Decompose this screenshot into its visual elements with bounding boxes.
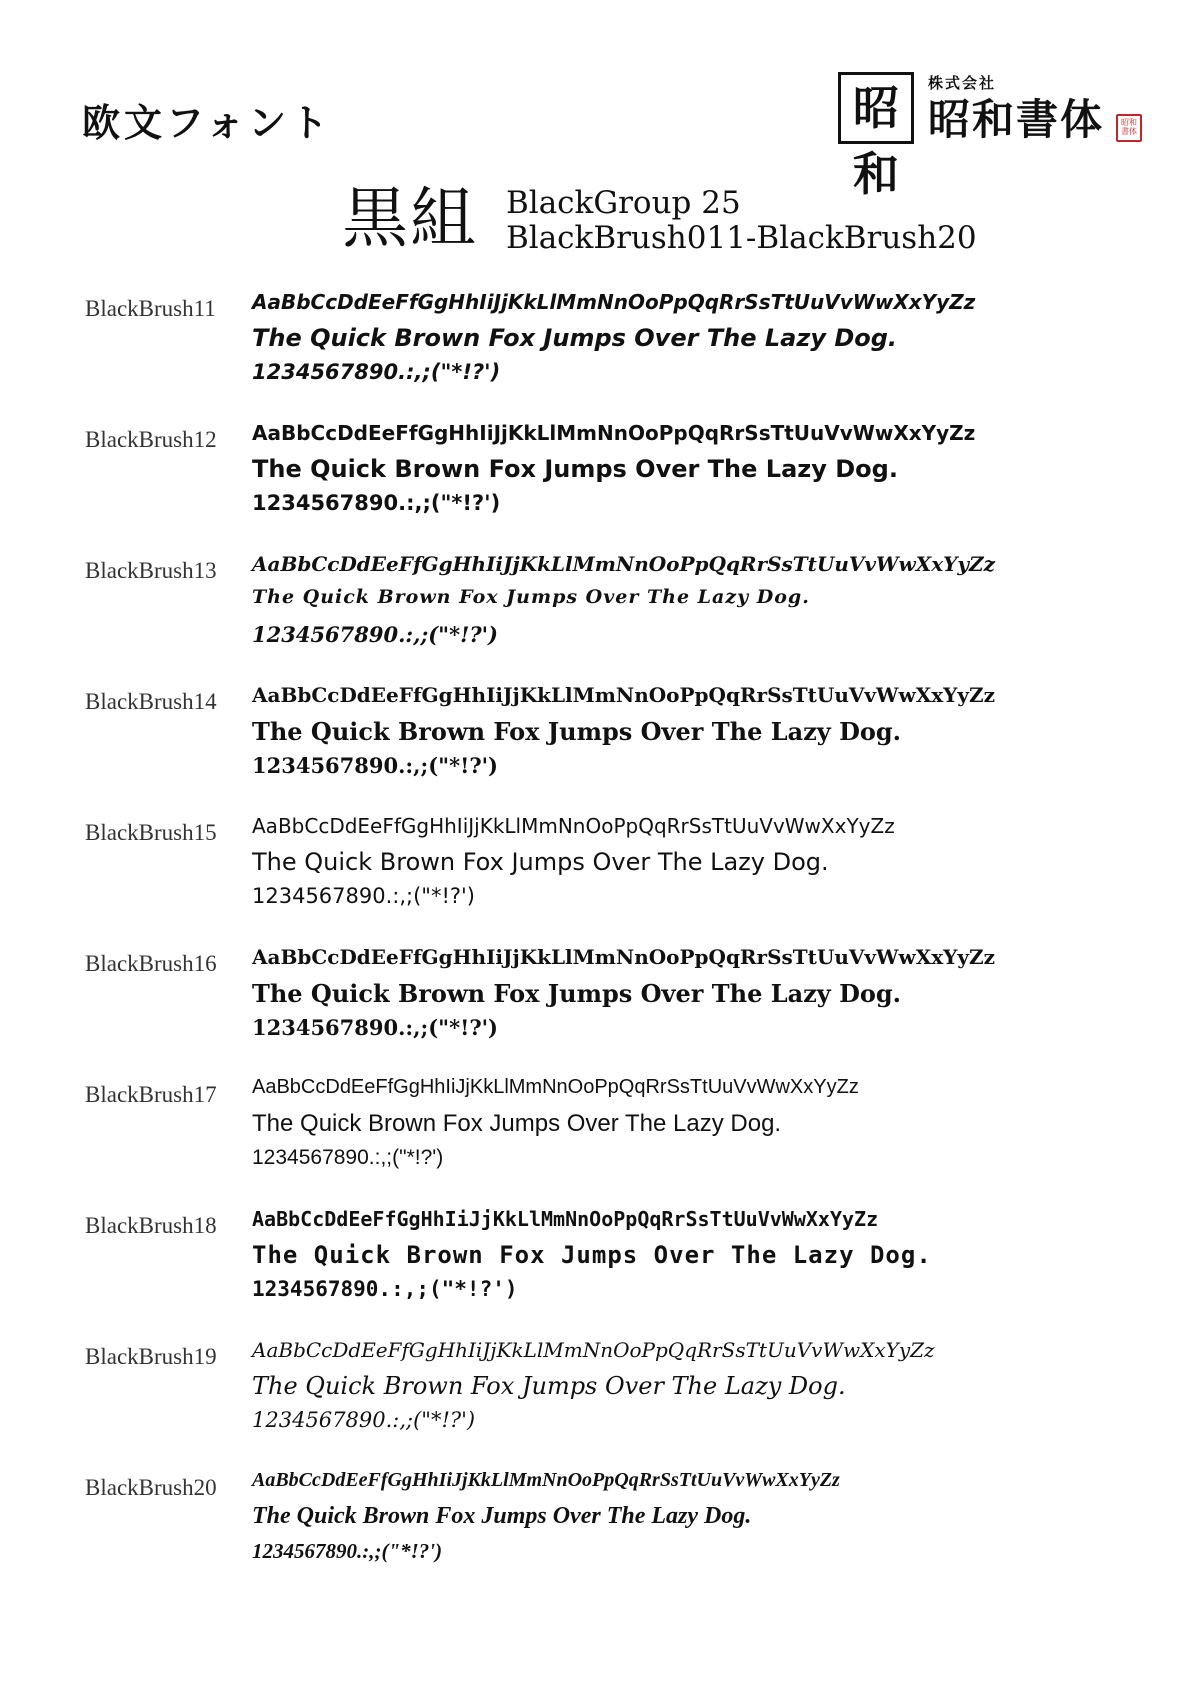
font-name: BlackBrush14: [85, 689, 217, 714]
sample-numerals: 1234567890.:,;("*!?'): [252, 1146, 444, 1169]
sample-pangram: The Quick Brown Fox Jumps Over The Lazy Dog.: [252, 979, 902, 1008]
sample-alphabet: AaBbCcDdEeFfGgHhIiJjKkLlMmNnOoPpQqRrSsTtUuVvWwXxYyZz: [252, 1207, 879, 1231]
sample-alphabet: AaBbCcDdEeFfGgHhIiJjKkLlMmNnOoPpQqRrSsTtUuVvWwXxYyZz: [252, 683, 996, 707]
font-name: BlackBrush18: [85, 1213, 217, 1238]
sample-numerals: 1234567890.:,;("*!?'): [252, 1277, 518, 1301]
sample-alphabet: AaBbCcDdEeFfGgHhIiJjKkLlMmNnOoPpQqRrSsTtUuVvWwXxYyZz: [252, 1076, 859, 1098]
font-entry: [0, 814, 1200, 934]
company-logo: [838, 68, 1137, 201]
logo-seal: 昭和: [838, 72, 914, 144]
sample-numerals: 1234567890.:,;("*!?'): [252, 1408, 476, 1432]
font-name: BlackBrush13: [85, 558, 217, 583]
sample-alphabet: AaBbCcDdEeFfGgHhIiJjKkLlMmNnOoPpQqRrSsTtUuVvWwXxYyZz: [252, 421, 976, 445]
sample-alphabet: AaBbCcDdEeFfGgHhIiJjKkLlMmNnOoPpQqRrSsTtUuVvWwXxYyZz: [252, 1338, 935, 1362]
font-name: BlackBrush15: [85, 820, 217, 845]
logo-red-stamp: 昭和書体: [1116, 114, 1142, 142]
sample-numerals: 1234567890.:,;("*!?'): [252, 1539, 443, 1563]
font-name: BlackBrush11: [85, 296, 216, 321]
sample-alphabet: AaBbCcDdEeFfGgHhIiJjKkLlMmNnOoPpQqRrSsTtUuVvWwXxYyZz: [252, 1469, 840, 1491]
sample-pangram: The Quick Brown Fox Jumps Over The Lazy Dog.: [252, 1372, 846, 1400]
series-title: 黒組: [342, 180, 478, 257]
font-entry: [0, 1207, 1200, 1327]
sample-pangram: The Quick Brown Fox Jumps Over The Lazy Dog.: [252, 1503, 752, 1529]
font-name: BlackBrush12: [85, 427, 217, 452]
font-name: BlackBrush20: [85, 1475, 217, 1500]
font-entry: [0, 1338, 1200, 1458]
font-entry: [0, 683, 1200, 803]
sample-pangram: The Quick Brown Fox Jumps Over The Lazy Dog.: [252, 455, 898, 483]
sample-alphabet: AaBbCcDdEeFfGgHhIiJjKkLlMmNnOoPpQqRrSsTtUuVvWwXxYyZz: [252, 290, 976, 314]
font-name: BlackBrush17: [85, 1082, 217, 1107]
logo-company-type: 株式会社: [928, 74, 997, 92]
sample-numerals: 1234567890.:,;("*!?'): [252, 753, 498, 778]
sample-pangram: The Quick Brown Fox Jumps Over The Lazy Dog.: [252, 586, 810, 608]
font-entry: [0, 290, 1200, 410]
sample-pangram: The Quick Brown Fox Jumps Over The Lazy Dog.: [252, 848, 829, 876]
font-name: BlackBrush16: [85, 951, 217, 976]
sample-numerals: 1234567890.:,;("*!?'): [252, 622, 498, 647]
sample-numerals: 1234567890.:,;("*!?'): [252, 491, 501, 515]
sample-alphabet: AaBbCcDdEeFfGgHhIiJjKkLlMmNnOoPpQqRrSsTtUuVvWwXxYyZz: [252, 552, 996, 576]
font-entry: [0, 1076, 1200, 1196]
sample-numerals: 1234567890.:,;("*!?'): [252, 1015, 498, 1040]
series-subtitle-line2: BlackBrush011-BlackBrush20: [506, 220, 977, 256]
sample-pangram: The Quick Brown Fox Jumps Over The Lazy Dog.: [252, 717, 902, 746]
page-heading: 欧文フォント: [82, 100, 333, 145]
logo-company-name: 昭和書体: [928, 95, 1105, 144]
sample-numerals: 1234567890.:,;("*!?'): [252, 884, 475, 908]
font-entry: [0, 945, 1200, 1065]
sample-pangram: The Quick Brown Fox Jumps Over The Lazy Dog.: [252, 1110, 782, 1137]
font-entry: [0, 1469, 1200, 1589]
series-subtitle-line1: BlackGroup 25: [506, 185, 741, 221]
series-subtitle: [506, 186, 977, 256]
font-name: BlackBrush19: [85, 1344, 217, 1369]
sample-alphabet: AaBbCcDdEeFfGgHhIiJjKkLlMmNnOoPpQqRrSsTtUuVvWwXxYyZz: [252, 945, 996, 969]
font-entry: [0, 552, 1200, 672]
sample-pangram: The Quick Brown Fox Jumps Over The Lazy Dog.: [252, 324, 898, 352]
sample-numerals: 1234567890.:,;("*!?'): [252, 360, 501, 384]
sample-pangram: The Quick Brown Fox Jumps Over The Lazy Dog.: [252, 1241, 932, 1269]
font-entry: [0, 421, 1200, 541]
sample-alphabet: AaBbCcDdEeFfGgHhIiJjKkLlMmNnOoPpQqRrSsTtUuVvWwXxYyZz: [252, 814, 895, 838]
